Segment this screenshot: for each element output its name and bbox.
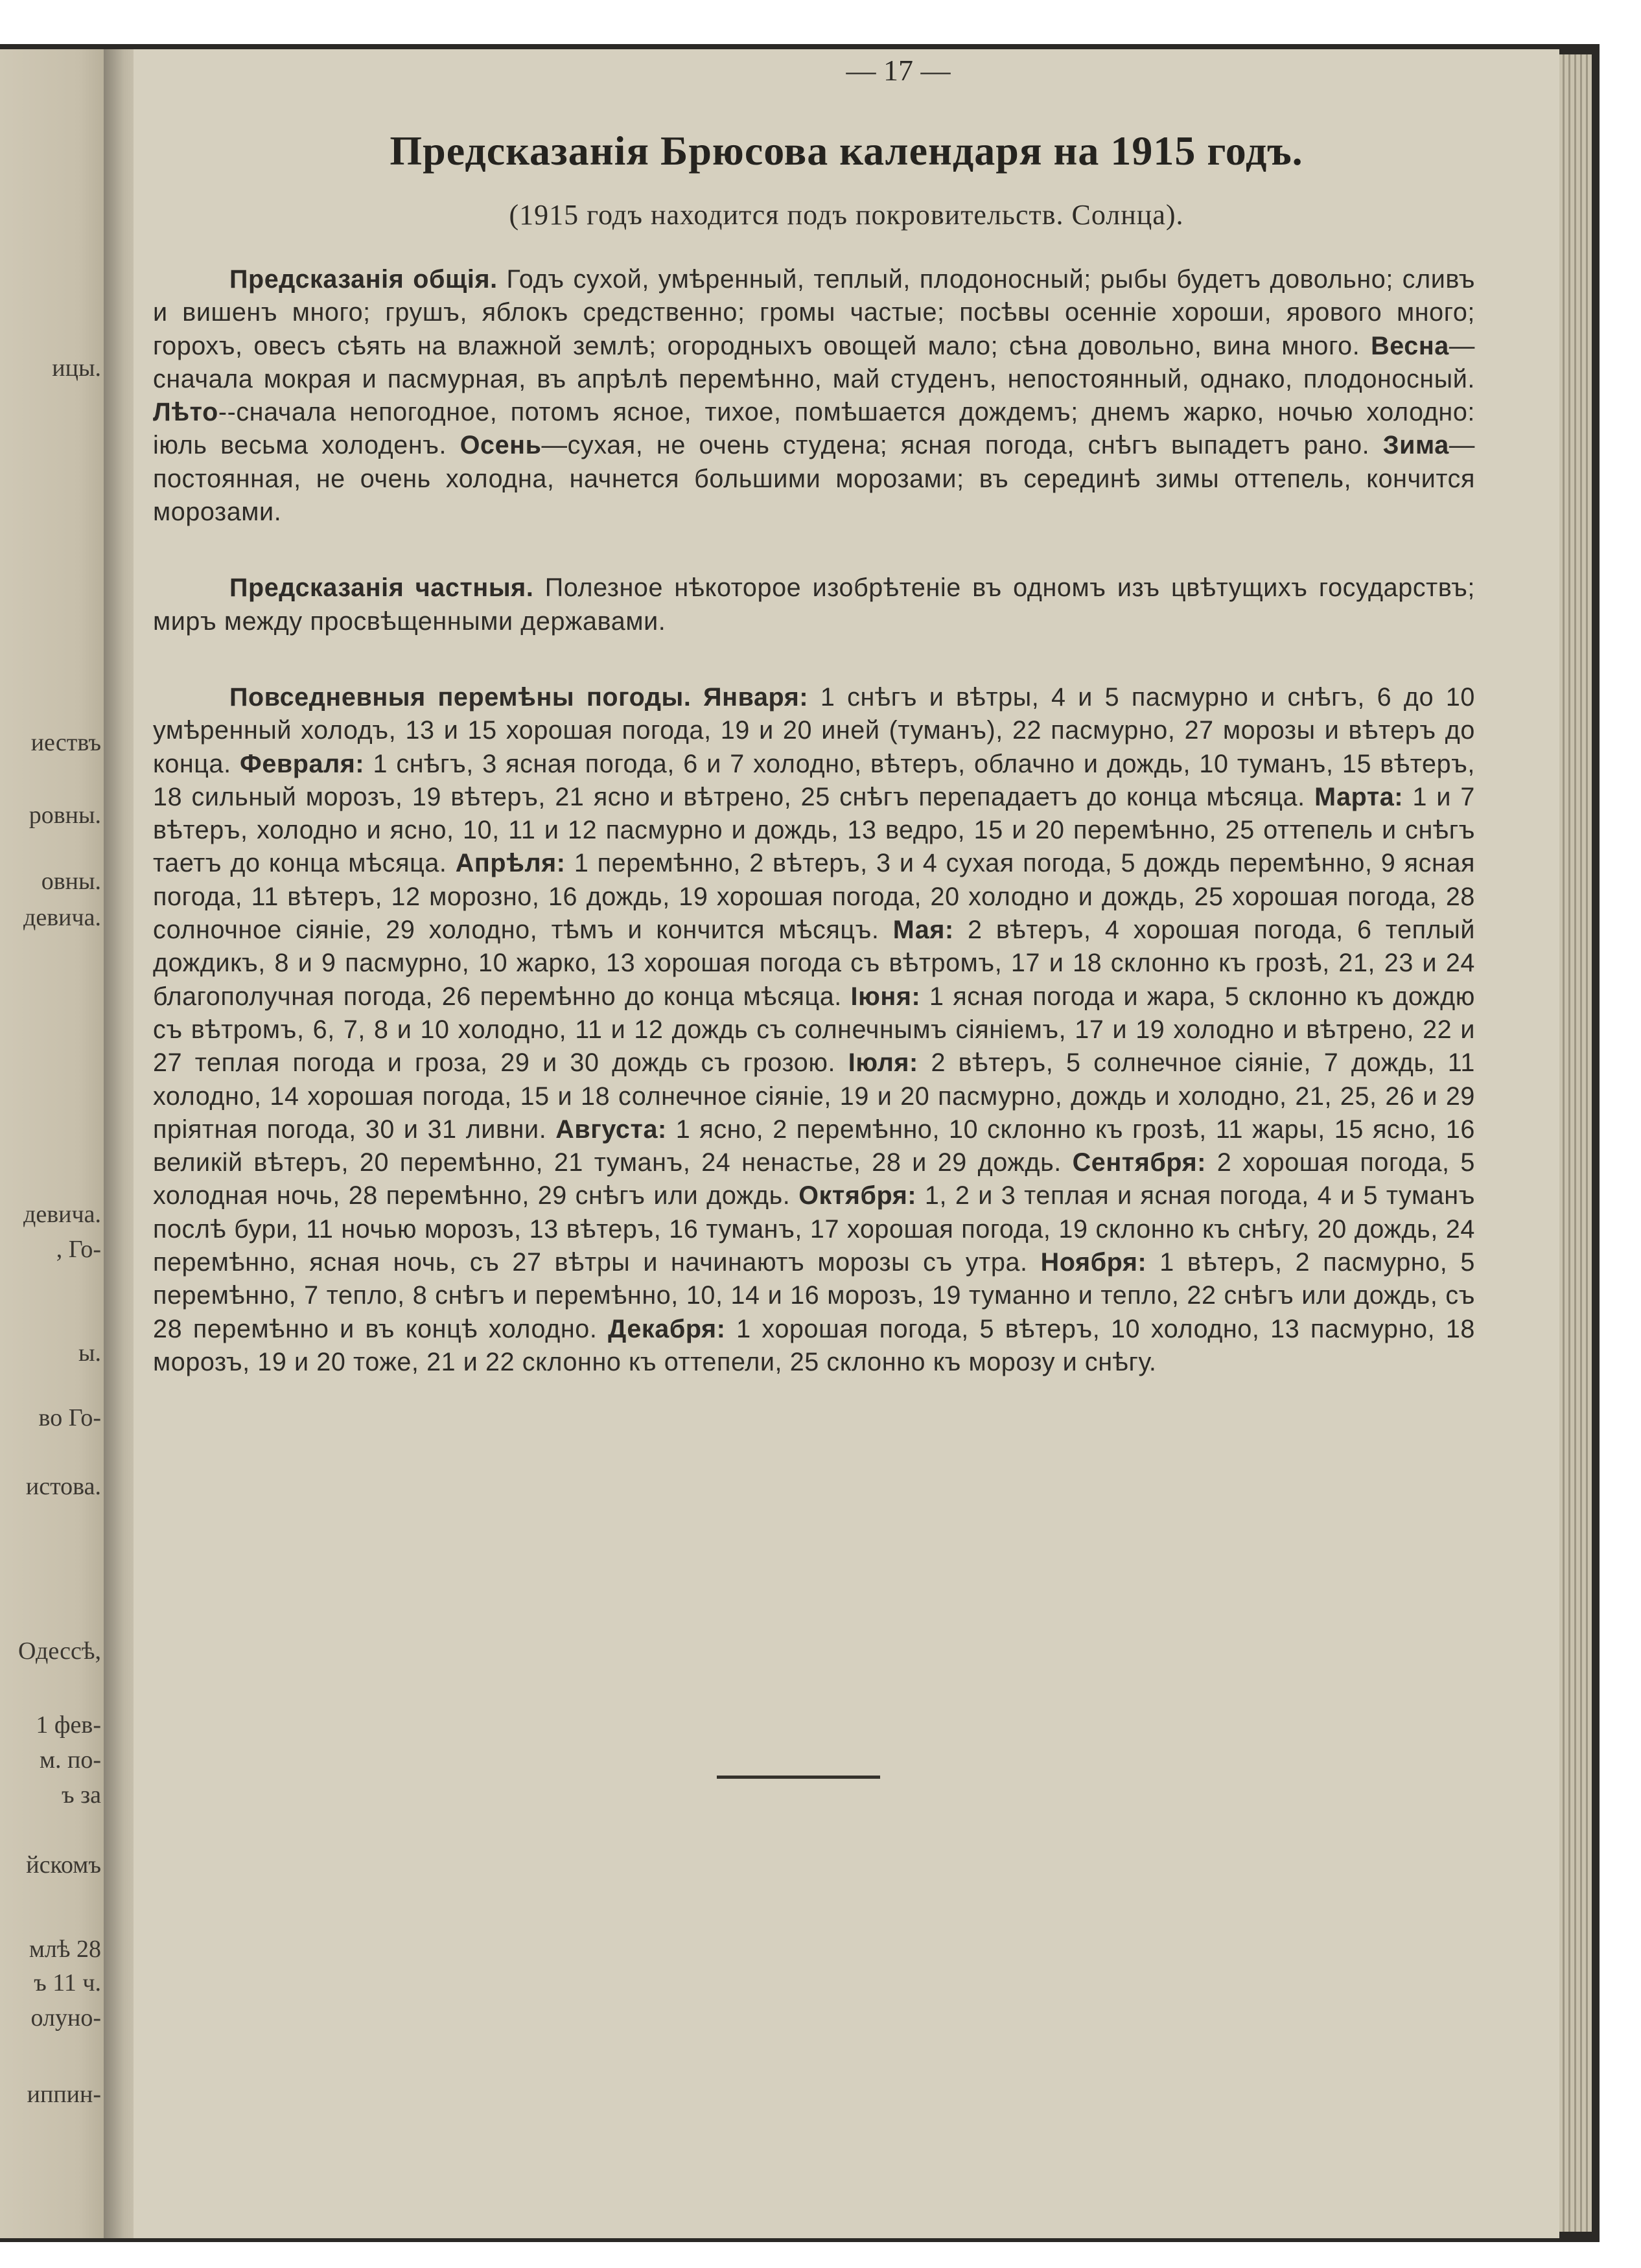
season-label-summer: Лѣто [153, 398, 218, 427]
paragraph-text: Полезное нѣкоторое изобрѣтеніе въ одномъ изъ цвѣтущихъ государствъ; миръ между просвѣщенными державами. [153, 573, 1475, 636]
month-text: 1 ясная погода и жара, 5 склонно къ дождю съ вѣтромъ, 6, 7, 8 и 10 холодно, 11 и 12 дождь съ солнечнымъ сіяніемъ, 17 и 19 холодно и вѣтрено, 22 и 27 теплая погода и гроза, 29 и 30 дождь съ грозою. [153, 982, 1475, 1078]
month-text: 2 вѣтеръ, 5 солнечное сіяніе, 7 дождь, 11 холодно, 14 хорошая погода, 15 и 18 солнечное сіяніе, 19 и 20 пасмурно, дождь и холодно, 21, 25, 26 и 29 пріятная погода, 30 и 31 ливни. [153, 1048, 1475, 1144]
season-label-winter: Зима [1382, 431, 1449, 460]
paragraph-text: —сухая, не очень студена; ясная погода, снѣгъ выпадетъ рано. [541, 431, 1383, 460]
month-label-december: Декабря: [608, 1314, 726, 1343]
month-label-november: Ноября: [1040, 1248, 1147, 1277]
left-page-fragment: ъ 11 ч. [34, 1969, 101, 1996]
left-page-fragment: 1 фев- [36, 1711, 101, 1739]
month-label-march: Марта: [1314, 782, 1404, 811]
paragraph-text: --сначала непогодное, потомъ ясное, тихое, помѣшается дождемъ; днемъ жарко, ночью холодно: іюль весьма холоденъ. [153, 398, 1475, 460]
paragraph-lead: Предсказанія общія. [229, 265, 498, 294]
month-text: 1 ясно, 2 перемѣнно, 10 склонно къ грозѣ, 11 жары, 15 ясно, 16 великій вѣтеръ, 20 перемѣнно, 21 туманъ, 24 ненастье, 28 и 29 дождь. [153, 1115, 1475, 1177]
paragraph-text: Годъ сухой, умѣренный, теплый, плодоносный; рыбы будетъ довольно; сливъ и вишенъ много; грушъ, яблокъ средственно; громы частые; посѣвы осенніе хороши, ярового много; горохъ, овесъ сѣять на влажной землѣ; огородныхъ овощей мало; сѣна довольно, вина много. [153, 265, 1475, 360]
page-title: Предсказанія Брюсова календаря на 1915 годъ. [390, 128, 1303, 174]
left-page-fragment: Одессѣ, [18, 1637, 101, 1665]
left-page-fragment: олуно- [30, 2004, 101, 2031]
general-predictions-paragraph [153, 263, 1475, 529]
left-page-fragment: во Го- [38, 1404, 101, 1431]
month-text: 1 снѣгъ и вѣтры, 4 и 5 пасмурно и снѣгъ, 6 до 10 умѣренный холодъ, 13 и 15 хорошая погода, 19 и 20 иней (туманъ), 22 пасмурно, 27 морозы и вѣтеръ до конца. [153, 682, 1475, 778]
page-subtitle: (1915 годъ находится подъ покровительств. Солнца). [509, 199, 1184, 231]
month-label-august: Августа: [555, 1115, 667, 1144]
end-rule-divider [717, 1776, 880, 1779]
month-label-october: Октября: [798, 1181, 917, 1210]
page-number: — 17 — [846, 54, 951, 87]
paragraph-lead: Предсказанія частныя. [229, 573, 534, 603]
month-label-february: Февраля: [240, 749, 365, 778]
month-text: 2 вѣтеръ, 4 хорошая погода, 6 теплый дождикъ, 8 и 9 пасмурно, 10 жарко, 13 хорошая погода съ вѣтромъ, 17 и 18 склонно къ грозѣ, 21, 23 и 24 благополучная погода, 26 перемѣнно до конца мѣсяца. [153, 916, 1475, 1011]
left-page-fragment: иествъ [30, 729, 101, 756]
daily-weather-paragraph [153, 681, 1475, 1379]
month-text: 1 снѣгъ, 3 ясная погода, 6 и 7 холодно, вѣтеръ, облачно и дождь, 10 туманъ, 15 вѣтеръ, 18 сильный морозъ, 19 вѣтеръ, 21 ясно и вѣтрено, 25 снѣгъ перепадаетъ до конца мѣсяца. [153, 749, 1475, 811]
month-label-may: Мая: [892, 916, 954, 945]
left-page-fragment: овны. [41, 868, 101, 895]
left-page-fragment: девича. [23, 904, 101, 931]
month-text: 1 перемѣнно, 2 вѣтеръ, 3 и 4 сухая погода, 5 дождь перемѣнно, 9 ясная погода, 11 вѣтеръ, 12 морозно, 16 дождь, 19 хорошая погода, 20 холодно и дождь, 25 хорошая погода, 28 солночное сіяніе, 29 холодно, тѣмъ и кончится мѣсяцъ. [153, 849, 1475, 945]
month-label-april: Апрѣля: [455, 849, 566, 878]
left-page-fragment: йскомъ [26, 1851, 101, 1879]
left-page-fragment: ъ за [61, 1781, 101, 1809]
left-page-fragment: , Го- [56, 1236, 101, 1263]
book-page [134, 49, 1559, 2238]
specific-predictions-paragraph [153, 572, 1475, 638]
left-page-fragment: девича. [23, 1201, 101, 1228]
month-text: 1 вѣтеръ, 2 пасмурно, 5 перемѣнно, 7 тепло, 8 снѣгъ и перемѣнно, 10, 14 и 16 морозъ, 19 туманно и тепло, 22 снѣгъ или дождь, съ 28 перемѣнно и въ концѣ холодно. [153, 1248, 1475, 1343]
season-label-spring: Весна [1371, 331, 1449, 360]
paragraph-text: —постоянная, не очень холодна, начнется большими морозами; въ серединѣ зимы оттепель, кончится морозами. [153, 431, 1475, 527]
left-page-fragment: иппин- [27, 2081, 101, 2108]
left-page-fragment: млѣ 28 [29, 1936, 101, 1963]
left-page-fragment: ы. [78, 1339, 101, 1367]
previous-page-strip [0, 49, 113, 2238]
month-label-september: Сентября: [1072, 1148, 1206, 1177]
month-text: 1, 2 и 3 теплая и ясная погода, 4 и 5 туманъ послѣ бури, 11 ночью морозъ, 13 вѣтеръ, 16 туманъ, 17 хорошая погода, 19 склонно къ снѣгу, 20 дождь, 24 перемѣнно, ясная ночь, съ 27 вѣтры и начинаютъ морозы съ утра. [153, 1181, 1475, 1277]
paragraph-lead: Повседневныя перемѣны погоды. [229, 682, 692, 712]
paragraph-text: —сначала мокрая и пасмурная, въ апрѣлѣ перемѣнно, май студенъ, непостоянный, однако, плодоносный. [153, 331, 1475, 393]
month-label-january: Января: [703, 682, 809, 712]
left-page-fragment: ицы. [52, 354, 101, 382]
left-page-fragment: истова. [25, 1473, 101, 1500]
season-label-autumn: Осень [460, 431, 542, 460]
body-text [153, 263, 1475, 1379]
month-label-june: Іюня: [850, 982, 921, 1011]
left-page-fragment: м. по- [39, 1746, 101, 1774]
left-page-fragment: ровны. [29, 802, 101, 829]
month-text: 1 хорошая погода, 5 вѣтеръ, 10 холодно, 13 пасмурно, 18 морозъ, 19 и 20 тоже, 21 и 22 склонно къ оттепели, 25 склонно къ морозу и снѣгу. [153, 1314, 1475, 1376]
month-label-july: Іюля: [848, 1048, 918, 1078]
month-text: 2 хорошая погода, 5 холодная ночь, 28 перемѣнно, 29 снѣгъ или дождь. [153, 1148, 1475, 1210]
month-text: 1 и 7 вѣтеръ, холодно и ясно, 10, 11 и 12 пасмурно и дождь, 13 ведро, 15 и 20 перемѣнно, 25 оттепель и снѣгъ таетъ до конца мѣсяца. [153, 782, 1475, 878]
